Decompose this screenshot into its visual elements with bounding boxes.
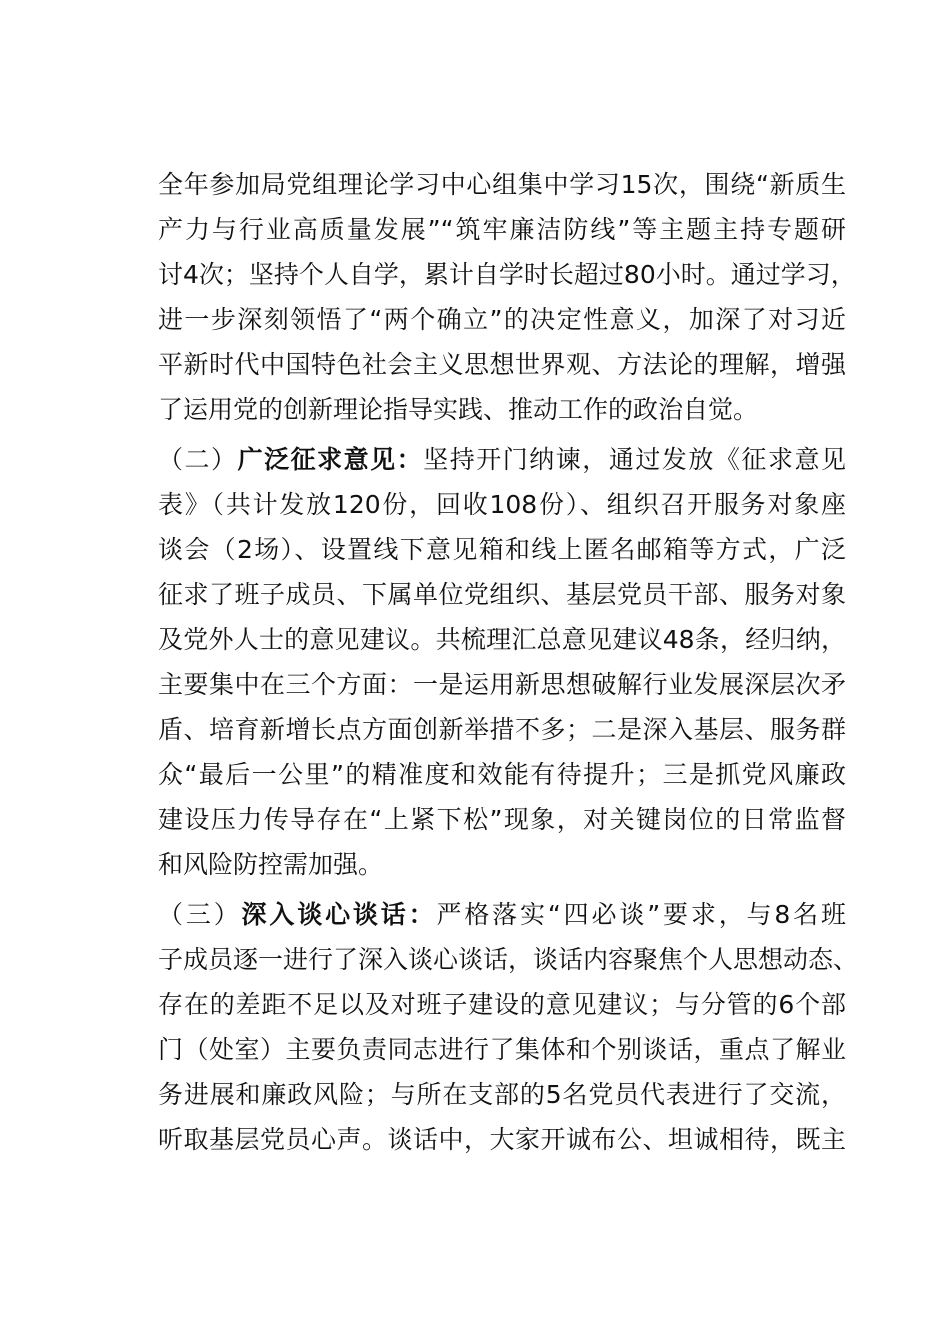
text-segment: 子成员逐一进行了深入谈心谈话，谈话内容聚焦个人思想动态、 bbox=[158, 945, 859, 974]
section-heading: 广泛征求意见： bbox=[237, 445, 424, 474]
text-line bbox=[158, 1078, 846, 1112]
text-line bbox=[158, 1123, 846, 1157]
text-line bbox=[158, 168, 846, 202]
text-segment: （三） bbox=[158, 900, 242, 929]
text-segment: 谈会（2场）、设置线下意见箱和线上匿名邮箱等方式，广泛 bbox=[158, 535, 846, 564]
text-line bbox=[158, 988, 846, 1022]
text-segment: 众“最后一公里”的精准度和效能有待提升；三是抓党风廉政 bbox=[158, 760, 846, 789]
text-segment: 务进展和廉政风险；与所在支部的5名党员代表进行了交流， bbox=[158, 1080, 846, 1109]
text-segment: 讨4次；坚持个人自学，累计自学时长超过80小时。通过学习， bbox=[158, 260, 856, 289]
text-segment: 平新时代中国特色社会主义思想世界观、方法论的理解，增强 bbox=[158, 350, 846, 379]
text-line bbox=[158, 488, 846, 522]
text-line bbox=[158, 258, 856, 292]
text-line bbox=[158, 803, 846, 837]
text-line bbox=[158, 1033, 846, 1067]
text-segment: 盾、培育新增长点方面创新举措不多；二是深入基层、服务群 bbox=[158, 715, 846, 744]
text-segment: 存在的差距不足以及对班子建设的意见建议；与分管的6个部 bbox=[158, 990, 846, 1019]
text-segment: 和风险防控需加强。 bbox=[158, 850, 384, 879]
text-line bbox=[158, 668, 846, 702]
text-line bbox=[158, 848, 846, 882]
text-segment: 了运用党的创新理论指导实践、推动工作的政治自觉。 bbox=[158, 395, 759, 424]
text-segment: 表》（共计发放120份，回收108份）、组织召开服务对象座 bbox=[158, 490, 846, 519]
text-line bbox=[158, 623, 846, 657]
text-segment: 征求了班子成员、下属单位党组织、基层党员干部、服务对象 bbox=[158, 580, 846, 609]
text-line bbox=[158, 303, 846, 337]
text-line bbox=[158, 348, 846, 382]
text-segment: 进一步深刻领悟了“两个确立”的决定性意义，加深了对习近 bbox=[158, 305, 846, 334]
section-heading: 深入谈心谈话： bbox=[241, 900, 437, 929]
text-segment: 听取基层党员心声。谈话中，大家开诚布公、坦诚相待，既主 bbox=[158, 1125, 846, 1154]
text-line bbox=[158, 443, 846, 477]
text-line bbox=[158, 898, 846, 932]
text-segment: 门（处室）主要负责同志进行了集体和个别谈话，重点了解业 bbox=[158, 1035, 846, 1064]
text-line bbox=[158, 213, 846, 247]
text-line bbox=[158, 533, 846, 567]
text-line bbox=[158, 758, 846, 792]
text-line bbox=[158, 713, 846, 747]
text-line bbox=[158, 393, 846, 427]
text-segment: 坚持开门纳谏，通过发放《征求意见 bbox=[423, 445, 846, 474]
text-segment: 建设压力传导存在“上紧下松”现象，对关键岗位的日常监督 bbox=[158, 805, 846, 834]
text-segment: 产力与行业高质量发展”“筑牢廉洁防线”等主题主持专题研 bbox=[158, 215, 846, 244]
text-segment: 及党外人士的意见建议。共梳理汇总意见建议48条，经归纳， bbox=[158, 625, 846, 654]
text-line bbox=[158, 943, 859, 977]
text-segment: 严格落实“四必谈”要求，与8名班 bbox=[436, 900, 846, 929]
text-line bbox=[158, 578, 846, 612]
text-segment: 全年参加局党组理论学习中心组集中学习15次，围绕“新质生 bbox=[158, 170, 846, 199]
text-segment: （二） bbox=[158, 445, 238, 474]
text-segment: 主要集中在三个方面：一是运用新思想破解行业发展深层次矛 bbox=[158, 670, 846, 699]
